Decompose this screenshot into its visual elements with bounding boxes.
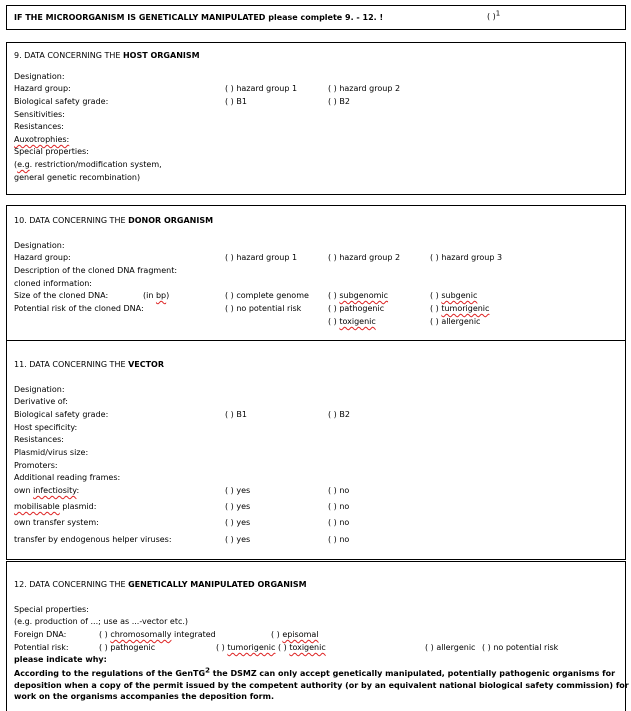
s9-hazard-group-2-option[interactable]: ( ) hazard group 2 — [328, 84, 401, 93]
s9-special-label: Special properties: — [14, 147, 89, 156]
header-instruction-bold: IF THE MICROORGANISM IS GENETICALLY MANIPULATED — [14, 13, 266, 22]
s11-infectiosity-no[interactable]: ( ) no — [328, 486, 350, 495]
s11-infectiosity-word: infectiosity — [33, 486, 77, 495]
section-11-title — [14, 360, 164, 370]
s10-hazard-group-2-option[interactable]: ( ) hazard group 2 — [328, 253, 401, 262]
s11-infectiosity-colon: : — [76, 486, 80, 495]
section-10-title-bold: DONOR ORGANISM — [128, 216, 214, 225]
section-12-title-prefix: 12. DATA CONCERNING THE — [14, 580, 129, 589]
s11-promoters-label: Promoters: — [14, 461, 58, 470]
section-11-title-bold: VECTOR — [128, 360, 165, 369]
header-checkbox[interactable] — [487, 9, 501, 22]
s10-size-unit-close: ) — [166, 291, 170, 300]
s11-mobilisable-label — [14, 502, 96, 512]
s10-allergenic-option[interactable]: ( ) allergenic — [430, 317, 481, 326]
s11-plasmid-size-label: Plasmid/virus size: — [14, 448, 89, 457]
s12-note-line3: work on the organisms accompanies the deposition form. — [14, 692, 274, 701]
section-9-title-prefix: 9. DATA CONCERNING THE — [14, 51, 123, 60]
s11-resistances-label: Resistances: — [14, 435, 64, 444]
s11-mobilisable-rest: plasmid: — [59, 502, 97, 511]
s9-special-hint: (e.g. restriction/modification system, — [14, 160, 162, 169]
s12-note-line1-b: the DSMZ can only accept genetically manipulated, potentially pathogenic organisms for — [209, 669, 616, 678]
s9-resistances-label: Resistances: — [14, 122, 64, 131]
s11-biosafety-label: Biological safety grade: — [14, 410, 109, 419]
s12-episomal-option[interactable] — [271, 630, 319, 640]
s12-pathogenic-option[interactable]: ( ) pathogenic — [99, 643, 156, 652]
s12-tumorigenic-toxigenic-options[interactable] — [216, 643, 326, 653]
s9-hazard-group-1-option[interactable]: ( ) hazard group 1 — [225, 84, 298, 93]
section-10-title — [14, 216, 213, 226]
s12-chromosomal-option[interactable] — [99, 630, 216, 640]
s9-special-hint-line2: general genetic recombination) — [14, 173, 141, 182]
s12-tumorigenic-word: tumorigenic — [227, 643, 276, 652]
s11-helper-no[interactable]: ( ) no — [328, 535, 350, 544]
s10-pathogenic-option[interactable]: ( ) pathogenic — [328, 304, 385, 313]
s10-description-label: Description of the cloned DNA fragment: — [14, 266, 178, 275]
s9-b1-option[interactable]: ( ) B1 — [225, 97, 247, 106]
s11-helper-yes[interactable]: ( ) yes — [225, 535, 251, 544]
s12-toxigenic-box: ( ) — [275, 643, 290, 652]
s11-transfer-yes[interactable]: ( ) yes — [225, 518, 251, 527]
s10-subgenomic-option[interactable] — [328, 291, 388, 301]
s10-size-label: Size of the cloned DNA: — [14, 291, 109, 300]
s10-toxigenic-option[interactable] — [328, 317, 376, 327]
s11-infectiosity-prefix: own — [14, 486, 34, 495]
s10-subgenic-text: subgenic — [441, 291, 478, 300]
s11-designation-label: Designation: — [14, 385, 65, 394]
s12-chromosomal-rest: integrated — [171, 630, 216, 639]
s10-hazard-group-3-option[interactable]: ( ) hazard group 3 — [430, 253, 503, 262]
section-11-title-prefix: 11. DATA CONCERNING THE — [14, 360, 129, 369]
s12-tumorigenic-box: ( ) — [216, 643, 228, 652]
s10-size-unit-open: (in — [143, 291, 156, 300]
header-instruction — [14, 13, 383, 23]
s12-potential-risk-label: Potential risk: — [14, 643, 69, 652]
s9-special-hint-eg: e.g — [17, 160, 30, 169]
s10-subgenomic-box: ( ) — [328, 291, 340, 300]
s11-infectiosity-label — [14, 486, 79, 496]
section-11-box — [6, 340, 626, 560]
s11-helper-label: transfer by endogenous helper viruses: — [14, 535, 172, 544]
s12-special-label: Special properties: — [14, 605, 89, 614]
s12-allergenic-option[interactable]: ( ) allergenic — [425, 643, 476, 652]
section-9-title — [14, 51, 200, 61]
s12-no-risk-option[interactable]: ( ) no potential risk — [482, 643, 559, 652]
section-9-title-bold: HOST ORGANISM — [122, 51, 200, 60]
s9-special-hint-text: . restriction/modification system, — [29, 160, 162, 169]
s9-hazard-group-label: Hazard group: — [14, 84, 71, 93]
s10-cloned-info-label: cloned information: — [14, 279, 92, 288]
s10-size-unit-bp: bp — [155, 291, 167, 300]
section-12-title — [14, 580, 307, 590]
s10-complete-genome-option[interactable]: ( ) complete genome — [225, 291, 309, 300]
s12-special-hint: (e.g. production of ...; use as ...-vector etc.) — [14, 617, 189, 626]
s10-toxigenic-box: ( ) — [328, 317, 340, 326]
footnote-ref: 1 — [495, 9, 501, 18]
s12-chromosomal-box: ( ) — [99, 630, 111, 639]
s10-size-unit — [143, 291, 169, 301]
s12-toxigenic-word: toxigenic — [289, 643, 326, 652]
s9-designation-label: Designation: — [14, 72, 65, 81]
s12-please-indicate: please indicate why: — [14, 655, 107, 664]
s10-subgenomic-text: subgenomic — [339, 291, 389, 300]
s11-mobilisable-word: mobilisable — [14, 502, 60, 511]
s9-b2-option[interactable]: ( ) B2 — [328, 97, 350, 106]
s11-transfer-no[interactable]: ( ) no — [328, 518, 350, 527]
s11-infectiosity-yes[interactable]: ( ) yes — [225, 486, 251, 495]
s9-biosafety-label: Biological safety grade: — [14, 97, 109, 106]
s10-tumorigenic-option[interactable] — [430, 304, 489, 314]
s10-subgenic-option[interactable] — [430, 291, 477, 301]
s10-designation-label: Designation: — [14, 241, 65, 250]
s11-mobilisable-yes[interactable]: ( ) yes — [225, 502, 251, 511]
s12-note-line1-a: According to the regulations of the GenTG — [14, 669, 206, 678]
s9-sensitivities-label: Sensitivities: — [14, 110, 65, 119]
s11-reading-frames-label: Additional reading frames: — [14, 473, 121, 482]
s11-b2-option[interactable]: ( ) B2 — [328, 410, 350, 419]
s10-hazard-group-label: Hazard group: — [14, 253, 71, 262]
s10-toxigenic-text: toxigenic — [339, 317, 376, 326]
s11-host-specificity-label: Host specificity: — [14, 423, 78, 432]
s11-transfer-label: own transfer system: — [14, 518, 99, 527]
s12-note-footnote-ref: 2 — [205, 666, 210, 675]
s12-chromosomal-word: chromosomally — [110, 630, 172, 639]
s11-b1-option[interactable]: ( ) B1 — [225, 410, 247, 419]
s12-note-line2: deposition when a copy of the permit issued by the competent authority (or by an equivalent national biological safety commission) for — [14, 681, 629, 690]
s10-subgenic-box: ( ) — [430, 291, 442, 300]
s10-tumorigenic-text: tumorigenic — [441, 304, 490, 313]
s11-derivative-label: Derivative of: — [14, 397, 68, 406]
s10-tumorigenic-box: ( ) — [430, 304, 442, 313]
s9-auxotrophies-label: Auxotrophies: — [14, 135, 70, 144]
s12-note-line1 — [14, 666, 616, 679]
section-10-title-prefix: 10. DATA CONCERNING THE — [14, 216, 129, 225]
s12-foreign-dna-label: Foreign DNA: — [14, 630, 67, 639]
s11-mobilisable-no[interactable]: ( ) no — [328, 502, 350, 511]
header-instruction-rest: please complete 9. - 12. ! — [265, 13, 384, 22]
s10-risk-label: Potential risk of the cloned DNA: — [14, 304, 144, 313]
s10-hazard-group-1-option[interactable]: ( ) hazard group 1 — [225, 253, 298, 262]
s12-episomal-word: episomal — [282, 630, 319, 639]
section-12-title-bold: GENETICALLY MANIPULATED ORGANISM — [128, 580, 307, 589]
s12-episomal-box: ( ) — [271, 630, 283, 639]
header-checkbox-label: ( ) — [487, 12, 496, 21]
s10-no-risk-option[interactable]: ( ) no potential risk — [225, 304, 302, 313]
